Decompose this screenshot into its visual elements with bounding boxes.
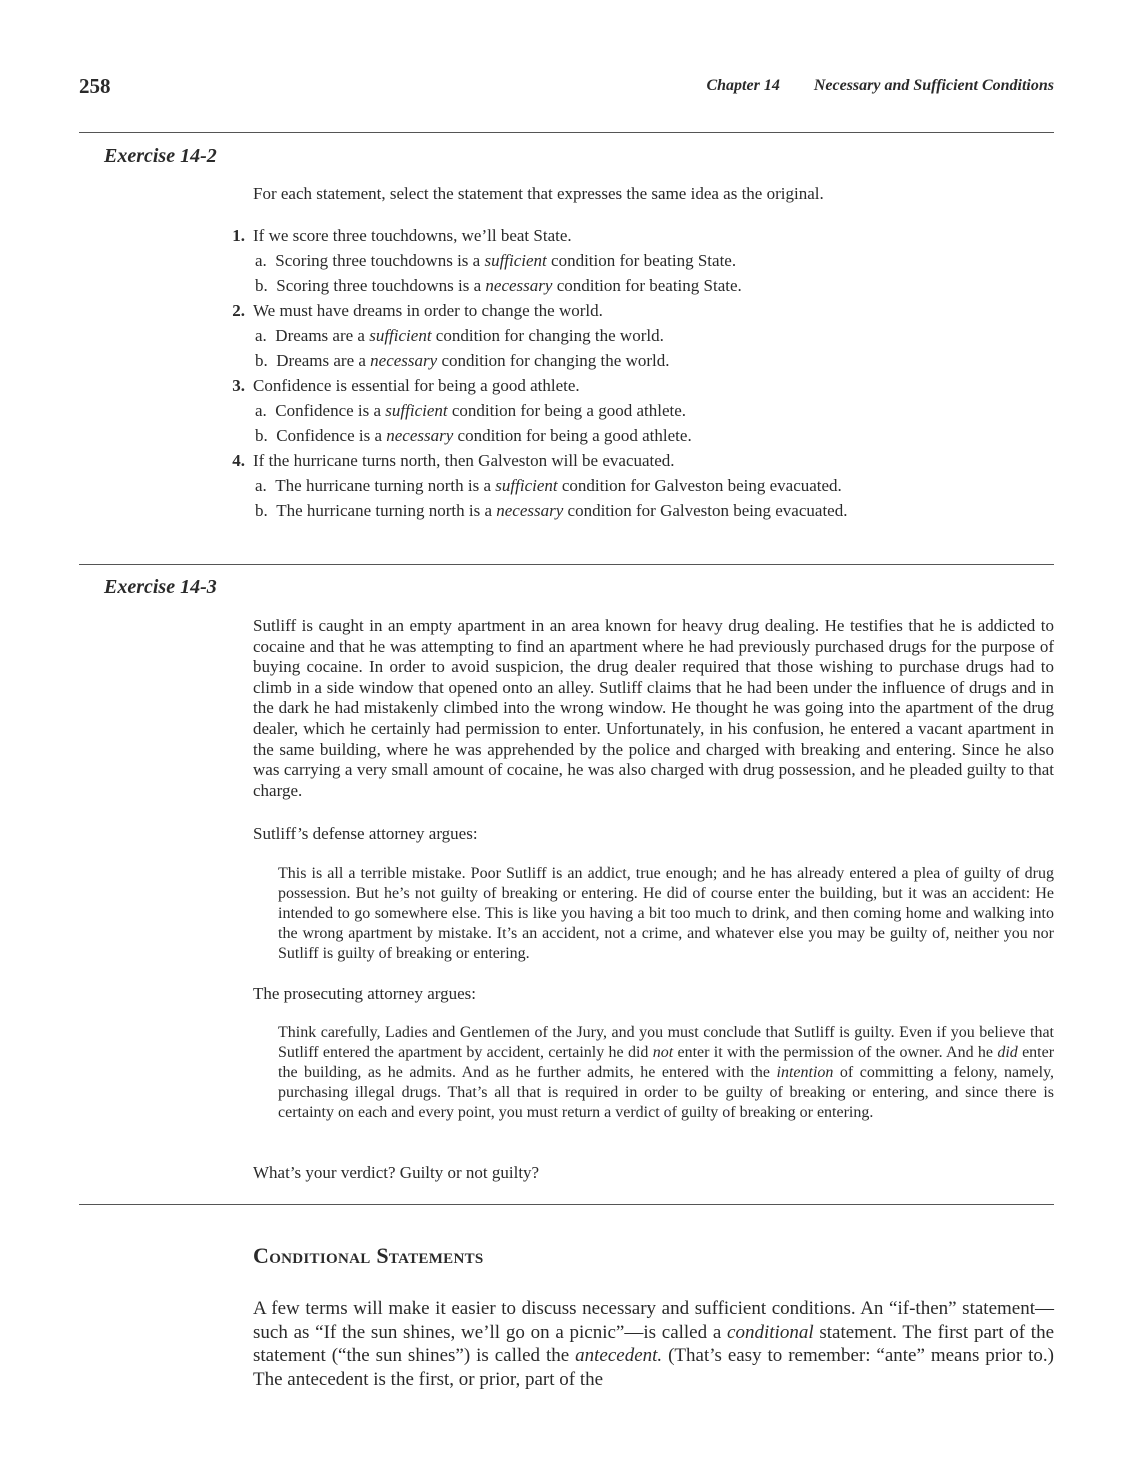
option-a: a. Scoring three touchdowns is a sufficient condition for beating State. xyxy=(255,251,737,270)
option-b: b. Scoring three touchdowns is a necessary condition for beating State. xyxy=(255,276,742,295)
section-paragraph: A few terms will make it easier to discuss necessary and sufficient conditions. An “if-then” statement—such as “If the sun shines, we’ll go on a picnic”—is called a conditional statement. The first part of the statement (“the sun shines”) is called the antecedent. (That’s easy to remember: “ante” means prior to.) The antecedent is the first, or prior, part of the xyxy=(253,1298,1055,1390)
chapter-title: Necessary and Sufficient Conditions xyxy=(813,77,1054,94)
scenario-paragraph: Sutliff is caught in an empty apartment in an area known for heavy drug dealing. He testifies that he is addicted to cocaine and that he was attempting to find an apartment where he had previously purchased drugs for the purpose of buying cocaine. In order to avoid suspicion, the drug dealer required that those wishing to purchase drugs had to climb in a side window that opened onto an alley. Sutliff claims that he had been under the influence of drugs and in the dark he had mistakenly climbed into the wrong window. He thought he was going into the apartment of the drug dealer, which he certainly had permission to enter. Unfortunately, in his confusion, he entered a vacant apartment in the same building, where he was apprehended by the police and charged with breaking and entering. Since he also was carrying a very small amount of cocaine, he was also charged with drug possession, and he pleaded guilty to that charge. xyxy=(253,616,1054,800)
item-number: 3. xyxy=(232,376,245,395)
option-b: b. Confidence is a necessary condition for being a good athlete. xyxy=(255,426,692,445)
section-heading: Conditional Statements xyxy=(253,1243,484,1268)
running-header xyxy=(600,77,1054,95)
item-statement: We must have dreams in order to change the world. xyxy=(253,301,603,320)
item-statement: Confidence is essential for being a good athlete. xyxy=(253,376,580,395)
item-number: 2. xyxy=(232,301,245,320)
divider xyxy=(79,1204,1054,1205)
option-b: b. Dreams are a necessary condition for changing the world. xyxy=(255,351,670,370)
exercise-title: Exercise 14-2 xyxy=(104,145,217,167)
item-number: 1. xyxy=(232,226,245,245)
item-statement: If the hurricane turns north, then Galveston will be evacuated. xyxy=(253,451,675,470)
item-number: 4. xyxy=(232,451,245,470)
exercise-instructions: For each statement, select the statement that expresses the same idea as the original. xyxy=(253,184,824,203)
verdict-question: What’s your verdict? Guilty or not guilty? xyxy=(253,1163,540,1182)
option-b: b. The hurricane turning north is a necessary condition for Galveston being evacuated. xyxy=(255,501,848,520)
defense-intro: Sutliff’s defense attorney argues: xyxy=(253,824,478,843)
divider xyxy=(79,564,1054,565)
prosecution-intro: The prosecuting attorney argues: xyxy=(253,984,476,1003)
option-a: a. Confidence is a sufficient condition for being a good athlete. xyxy=(255,401,687,420)
prosecution-quote: Think carefully, Ladies and Gentlemen of the Jury, and you must conclude that Sutliff is guilty. Even if you believe that Sutliff entered the apartment by accident, certainly he did not enter it with the permission of the owner. And he did enter the building, as he admits. And as he further admits, he entered with the intention of committing a felony, namely, purchasing illegal drugs. That’s all that is required in order to be guilty of breaking or entering, and since there is certainty on each and every point, you must return a verdict of guilty of breaking or entering. xyxy=(278,1024,1055,1121)
chapter-label: Chapter 14 xyxy=(706,77,780,94)
option-a: a. The hurricane turning north is a sufficient condition for Galveston being evacuated. xyxy=(255,476,842,495)
page-number: 258 xyxy=(79,74,111,98)
defense-quote: This is all a terrible mistake. Poor Sutliff is an addict, true enough; and he has already entered a plea of guilty of drug possession. But he’s not guilty of breaking or entering. He did of course enter the building, but it was an accident: He intended to go somewhere else. This is like you having a bit too much to drink, and then coming home and walking into the wrong apartment by mistake. It’s an accident, not a crime, and whatever else you may be guilty of, neither you nor Sutliff is guilty of breaking or entering. xyxy=(278,865,1054,962)
divider xyxy=(79,132,1054,133)
option-a: a. Dreams are a sufficient condition for changing the world. xyxy=(255,326,664,345)
exercise-title: Exercise 14-3 xyxy=(104,576,217,598)
item-statement: If we score three touchdowns, we’ll beat State. xyxy=(253,226,572,245)
